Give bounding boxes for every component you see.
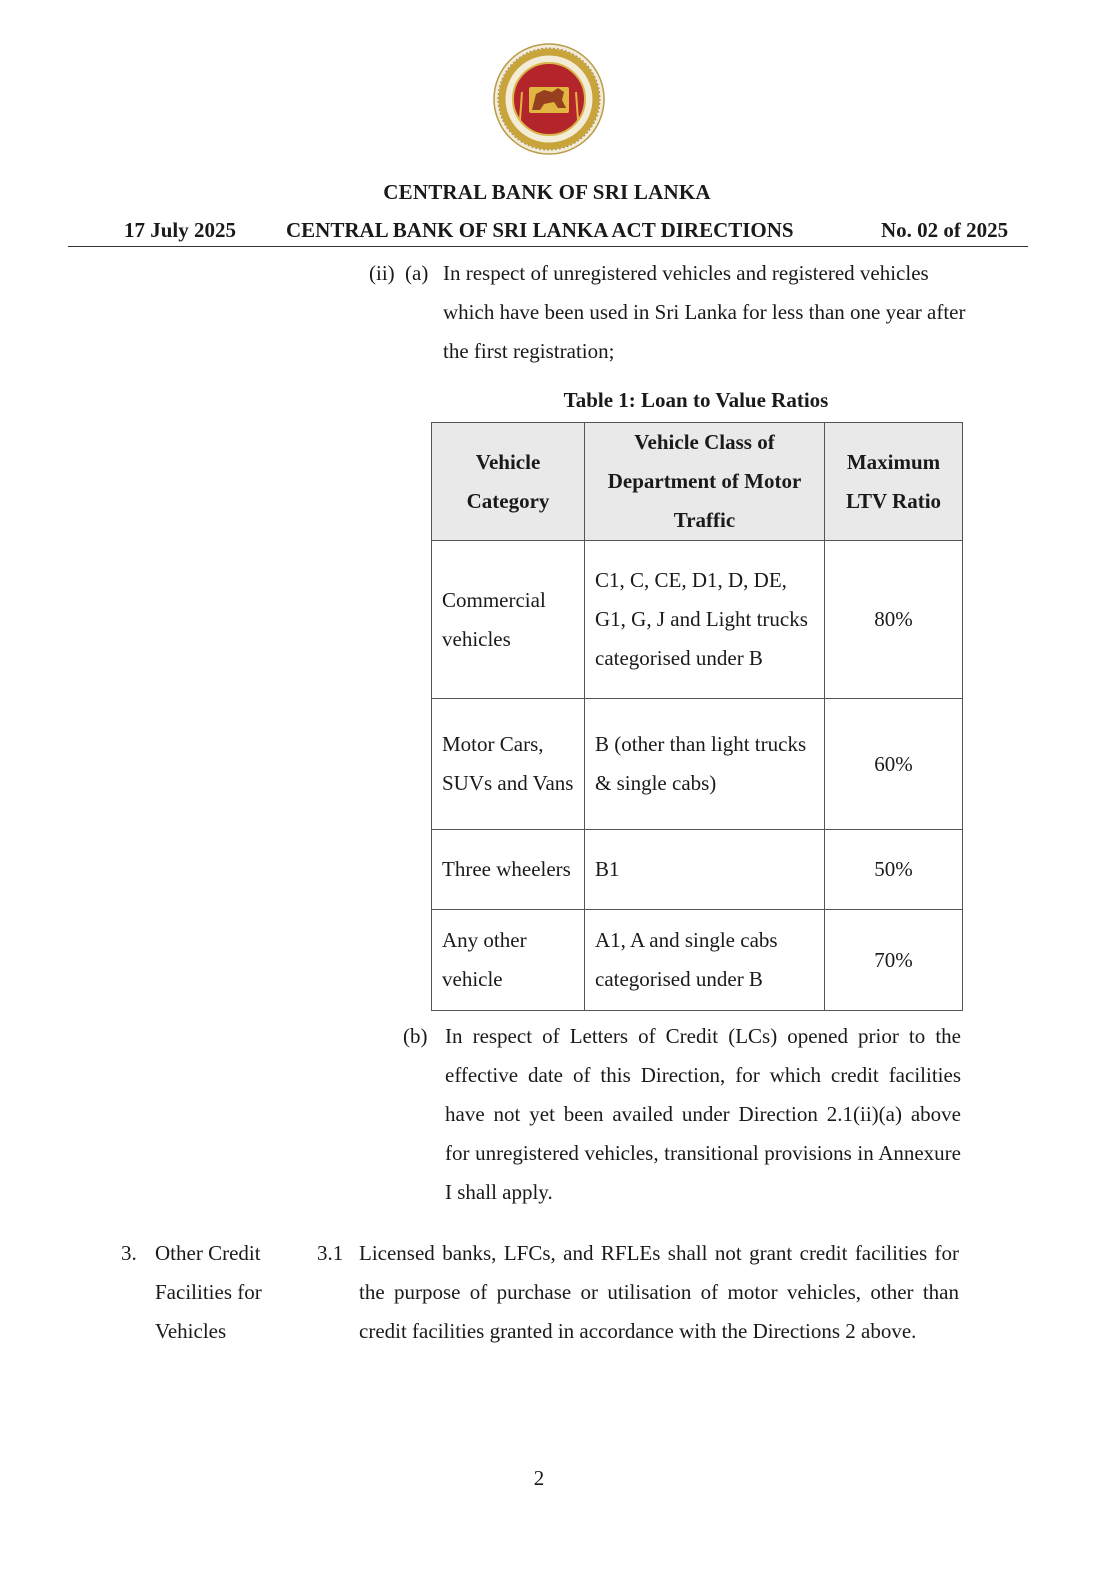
page-number: 2 [533, 1466, 545, 1490]
cell-category: Commercial vehicles [432, 541, 585, 699]
section-3-heading: Other Credit Facilities for Vehicles [155, 1241, 262, 1343]
clause-marker-b: (b) [403, 1024, 428, 1048]
header-divider [68, 246, 1028, 247]
direction-date: 17 July 2025 [124, 218, 237, 242]
table-row [432, 541, 963, 699]
table-row [432, 910, 963, 1011]
column-header-category: Vehicle Category [432, 423, 585, 541]
cell-category: Motor Cars, SUVs and Vans [432, 699, 585, 830]
clause-marker-ii: (ii) [369, 261, 395, 285]
clause-b-text: In respect of Letters of Credit (LCs) opened prior to the effective date of this Direction, for which credit facilities have not yet been availed under Direction 2.1(ii)(a) above for unregistered vehicles, transitional provisions in Annexure I shall apply. [445, 1024, 961, 1204]
subsection-3-1-number: 3.1 [317, 1241, 344, 1265]
cell-ltv-ratio: 80% [825, 541, 963, 699]
table-row [432, 830, 963, 910]
ltv-table [431, 422, 963, 1011]
cell-ltv-ratio: 70% [825, 910, 963, 1011]
table-header-row [432, 423, 963, 541]
table-title: Table 1: Loan to Value Ratios [563, 388, 829, 412]
central-bank-seal-icon [492, 42, 606, 156]
cell-ltv-ratio: 50% [825, 830, 963, 910]
table-row [432, 699, 963, 830]
clause-ii-a-text: In respect of unregistered vehicles and registered vehicles which have been used in Sri Lanka for less than one year after the first registration; [443, 261, 966, 363]
cell-category: Any other vehicle [432, 910, 585, 1011]
direction-number: No. 02 of 2025 [881, 218, 1009, 242]
cell-vehicle-class: B1 [585, 830, 825, 910]
subsection-3-1-text: Licensed banks, LFCs, and RFLEs shall not grant credit facilities for the purpose of purchase or utilisation of motor vehicles, other than credit facilities granted in accordance with the Directions 2 above. [359, 1241, 959, 1343]
column-header-vehicle-class: Vehicle Class of Department of Motor Traffic [585, 423, 825, 541]
cell-vehicle-class: A1, A and single cabs categorised under B [585, 910, 825, 1011]
cell-vehicle-class: B (other than light trucks & single cabs) [585, 699, 825, 830]
cell-ltv-ratio: 60% [825, 699, 963, 830]
cell-category: Three wheelers [432, 830, 585, 910]
act-title: CENTRAL BANK OF SRI LANKA ACT DIRECTIONS [286, 218, 794, 242]
column-header-ltv-ratio: Maximum LTV Ratio [825, 423, 963, 541]
cell-vehicle-class: C1, C, CE, D1, D, DE, G1, G, J and Light trucks categorised under B [585, 541, 825, 699]
clause-marker-a: (a) [405, 261, 429, 285]
section-3-number: 3. [121, 1241, 137, 1265]
org-title: CENTRAL BANK OF SRI LANKA [383, 180, 711, 204]
